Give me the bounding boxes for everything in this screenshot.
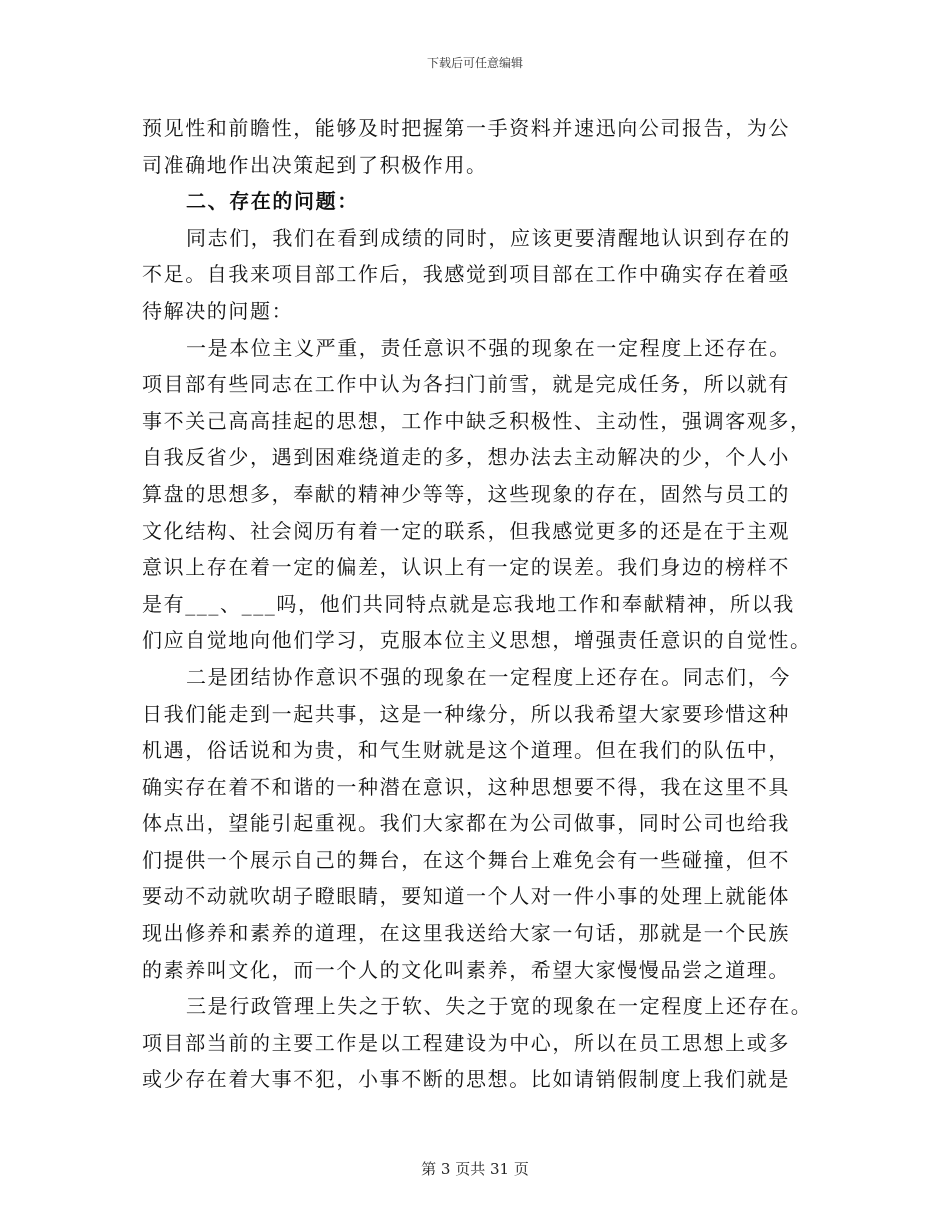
text-line: 文化结构、社会阅历有着一定的联系，但我感觉更多的还是在于主观	[142, 518, 790, 543]
text-line: 自我反省少，遇到困难绕道走的多，想办法去主动解决的少，个人小	[142, 445, 790, 470]
paragraph-start-line: 同志们，我们在看到成绩的同时，应该更要清醒地认识到存在的	[186, 225, 791, 250]
text-line: 现出修养和素养的道理，在这里我送给大家一句话，那就是一个民族	[142, 921, 790, 946]
text-line: 们应自觉地向他们学习，克服本位主义思想，增强责任意识的自觉性。	[142, 628, 812, 653]
text-line: 日我们能走到一起共事，这是一种缘分，所以我希望大家要珍惜这种	[142, 701, 790, 726]
text-line: 确实存在着不和谐的一种潜在意识，这种思想要不得，我在这里不具	[142, 774, 790, 799]
text-line: 是有___、___吗，他们共同特点就是忘我地工作和奉献精神，所以我	[142, 591, 795, 616]
text-line: 的素养叫文化，而一个人的文化叫素养，希望大家慢慢品尝之道理。	[142, 957, 790, 982]
text-line: 们提供一个展示自己的舞台，在这个舞台上难免会有一些碰撞，但不	[142, 847, 790, 872]
text-line: 项目部有些同志在工作中认为各扫门前雪，就是完成任务，所以就有	[142, 372, 790, 397]
text-line: 或少存在着大事不犯，小事不断的思想。比如请销假制度上我们就是	[142, 1067, 790, 1092]
paragraph-start-line: 三是行政管理上失之于软、失之于宽的现象在一定程度上还存在。	[186, 994, 813, 1019]
text-line: 待解决的问题：	[142, 298, 294, 323]
text-line: 预见性和前瞻性，能够及时把握第一手资料并速迅向公司报告，为公	[142, 116, 790, 140]
paragraph-start-line: 一是本位主义严重，责任意识不强的现象在一定程度上还存在。	[186, 335, 791, 360]
text-line: 司准确地作出决策起到了积极作用。	[142, 152, 488, 177]
page-footer: 第 3 页共 31 页	[421, 1160, 529, 1178]
text-line: 不足。自我来项目部工作后，我感觉到项目部在工作中确实存在着亟	[142, 262, 790, 287]
text-line: 体点出，望能引起重视。我们大家都在为公司做事，同时公司也给我	[142, 811, 790, 836]
paragraph-start-line: 二是团结协作意识不强的现象在一定程度上还存在。同志们，今	[186, 664, 791, 689]
text-line: 事不关己高高挂起的思想，工作中缺乏积极性、主动性，强调客观多，	[142, 408, 812, 433]
section-heading: 二、存在的问题：	[186, 189, 359, 214]
text-line: 项目部当前的主要工作是以工程建设为中心，所以在员工思想上或多	[142, 1030, 790, 1055]
text-line: 要动不动就吹胡子瞪眼睛，要知道一个人对一件小事的处理上就能体	[142, 884, 790, 909]
page-header: 下载后可任意编辑	[426, 56, 523, 70]
text-line: 意识上存在着一定的偏差，认识上有一定的误差。我们身边的榜样不	[142, 555, 790, 580]
text-line: 机遇，俗话说和为贵，和气生财就是这个道理。但在我们的队伍中，	[142, 738, 790, 763]
document-body	[142, 110, 817, 1098]
text-line: 算盘的思想多，奉献的精神少等等，这些现象的存在，固然与员工的	[142, 481, 790, 506]
